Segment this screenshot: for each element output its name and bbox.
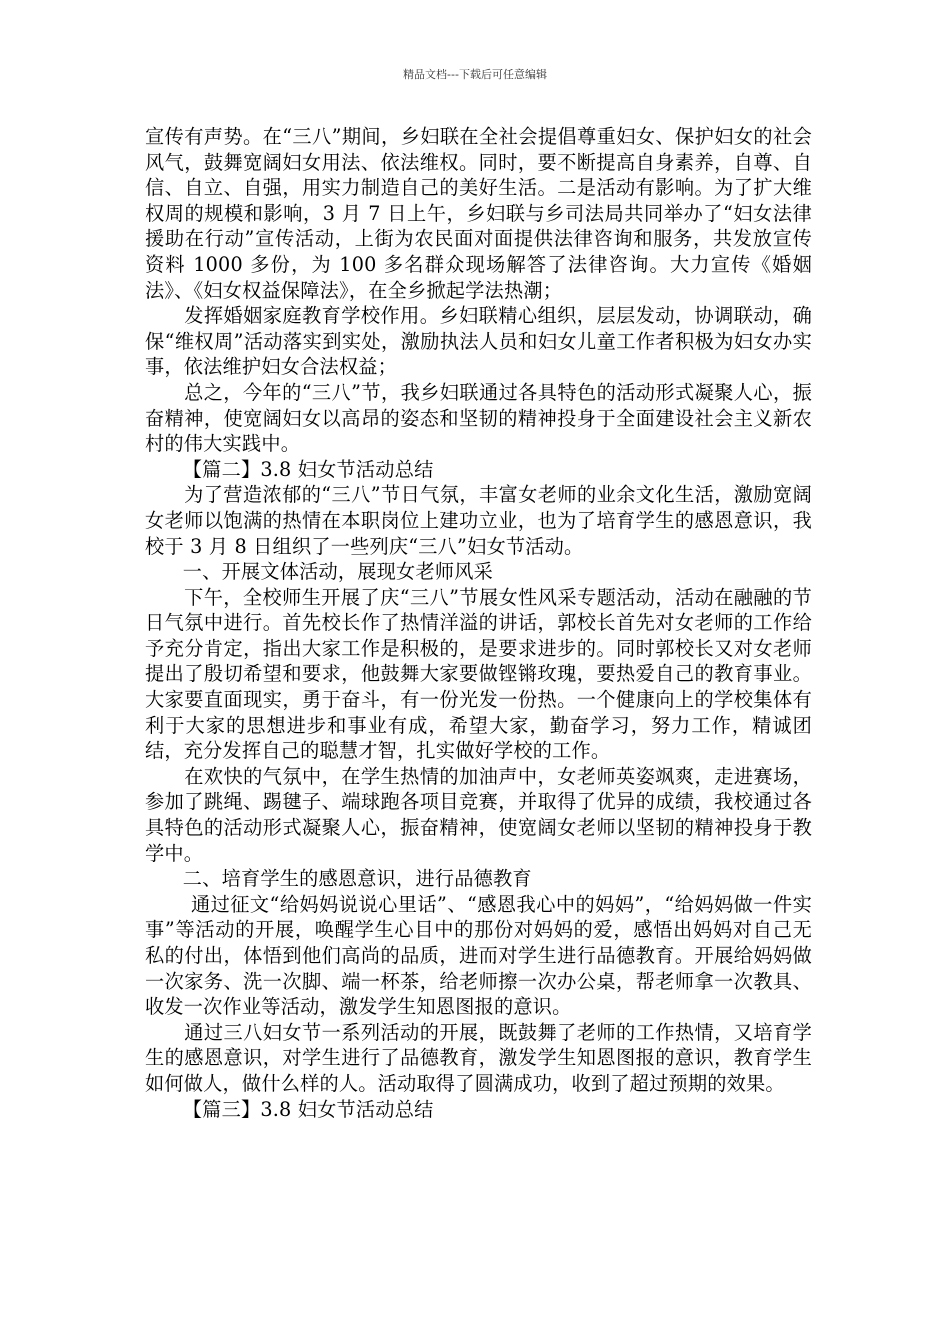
paragraph: 在欢快的气氛中，在学生热情的加油声中，女老师英姿飒爽，走进赛场，参加了跳绳、踢毽子、端球跑各项目竞赛，并取得了优异的成绩，我校通过各具特色的活动形式凝聚人心，振奋精神，使宽阔女老师以坚韧的精神投身于教学中。 xyxy=(145,764,813,865)
paragraph: 为了营造浓郁的“三八”节日气氛，丰富女老师的业余文化生活，激励宽阔女老师以饱满的热情在本职岗位上建功立业，也为了培育学生的感恩意识，我校于 3 月 8 日组织了一些列庆“三八”妇女节活动。 xyxy=(145,483,813,558)
subsection-heading: 一、开展文体活动，展现女老师风采 xyxy=(145,560,493,584)
paragraph: 下午，全校师生开展了庆“三八”节展女性风采专题活动，活动在融融的节日气氛中进行。首先校长作了热情洋溢的讲话，郭校长首先对女老师的工作给予充分肯定，指出大家工作是积极的，是要求进步的。同时郭校长又对女老师提出了殷切希望和要求，他鼓舞大家要做铿锵玫瑰，要热爱自己的教育事业。大家要直面现实，勇于奋斗，有一份光发一份热。一个健康向上的学校集体有利于大家的思想进步和事业有成，希望大家，勤奋学习，努力工作，精诚团结，充分发挥自己的聪慧才智，扎实做好学校的工作。 xyxy=(145,585,813,763)
subsection-heading: 二、培育学生的感恩意识，进行品德教育 xyxy=(145,867,532,891)
document-body xyxy=(145,124,812,1122)
paragraph: 通过征文“给妈妈说说心里话”、“感恩我心中的妈妈”，“给妈妈做一件实事”等活动的开展，唤醒学生心目中的那份对妈妈的爱，感悟出妈妈对自己无私的付出，体悟到他们高尚的品质，进而对学生进行品德教育。开展给妈妈做一次家务、洗一次脚、端一杯茶，给老师擦一次办公桌，帮老师拿一次教具、收发一次作业等活动，激发学生知恩图报的意识。 xyxy=(145,892,812,1019)
page-header: 精品文档---下载后可任意编辑 xyxy=(403,68,547,81)
paragraph: 总之，今年的“三八”节，我乡妇联通过各具特色的活动形式凝聚人心，振奋精神，使宽阔妇女以高昂的姿态和坚韧的精神投身于全面建设社会主义新农村的伟大实践中。 xyxy=(145,380,813,456)
paragraph: 宣传有声势。在“三八”期间，乡妇联在全社会提倡尊重妇女、保护妇女的社会风气，鼓舞宽阔妇女用法、依法维权。同时，要不断提高自身素养，自尊、自信、自立、自强，用实力制造自己的美好生活。二是活动有影响。为了扩大维权周的规模和影响，3 月 7 日上午，乡妇联与乡司法局共同举办了“妇女法律援助在行动”宣传活动，上街为农民面对面提供法律咨询和服务，共发放宣传资料 1000 多份，为 100 多名群众现场解答了法律咨询。大力宣传《婚姻法》、《妇女权益保障法》，在全乡掀起学法热潮； xyxy=(145,125,812,302)
paragraph: 通过三八妇女节一系列活动的开展，既鼓舞了老师的工作热情，又培育学生的感恩意识，对学生进行了品德教育，激发学生知恩图报的意识，教育学生如何做人，做什么样的人。活动取得了圆满成功，收到了超过预期的效果。 xyxy=(145,1020,813,1095)
paragraph: 发挥婚姻家庭教育学校作用。乡妇联精心组织，层层发动，协调联动，确保“维权周”活动落实到实处，激励执法人员和妇女儿童工作者积极为妇女办实事，依法维护妇女合法权益； xyxy=(145,304,813,379)
section-heading: 【篇二】3.8 妇女节活动总结 xyxy=(145,457,434,481)
section-heading: 【篇三】3.8 妇女节活动总结 xyxy=(145,1097,434,1121)
